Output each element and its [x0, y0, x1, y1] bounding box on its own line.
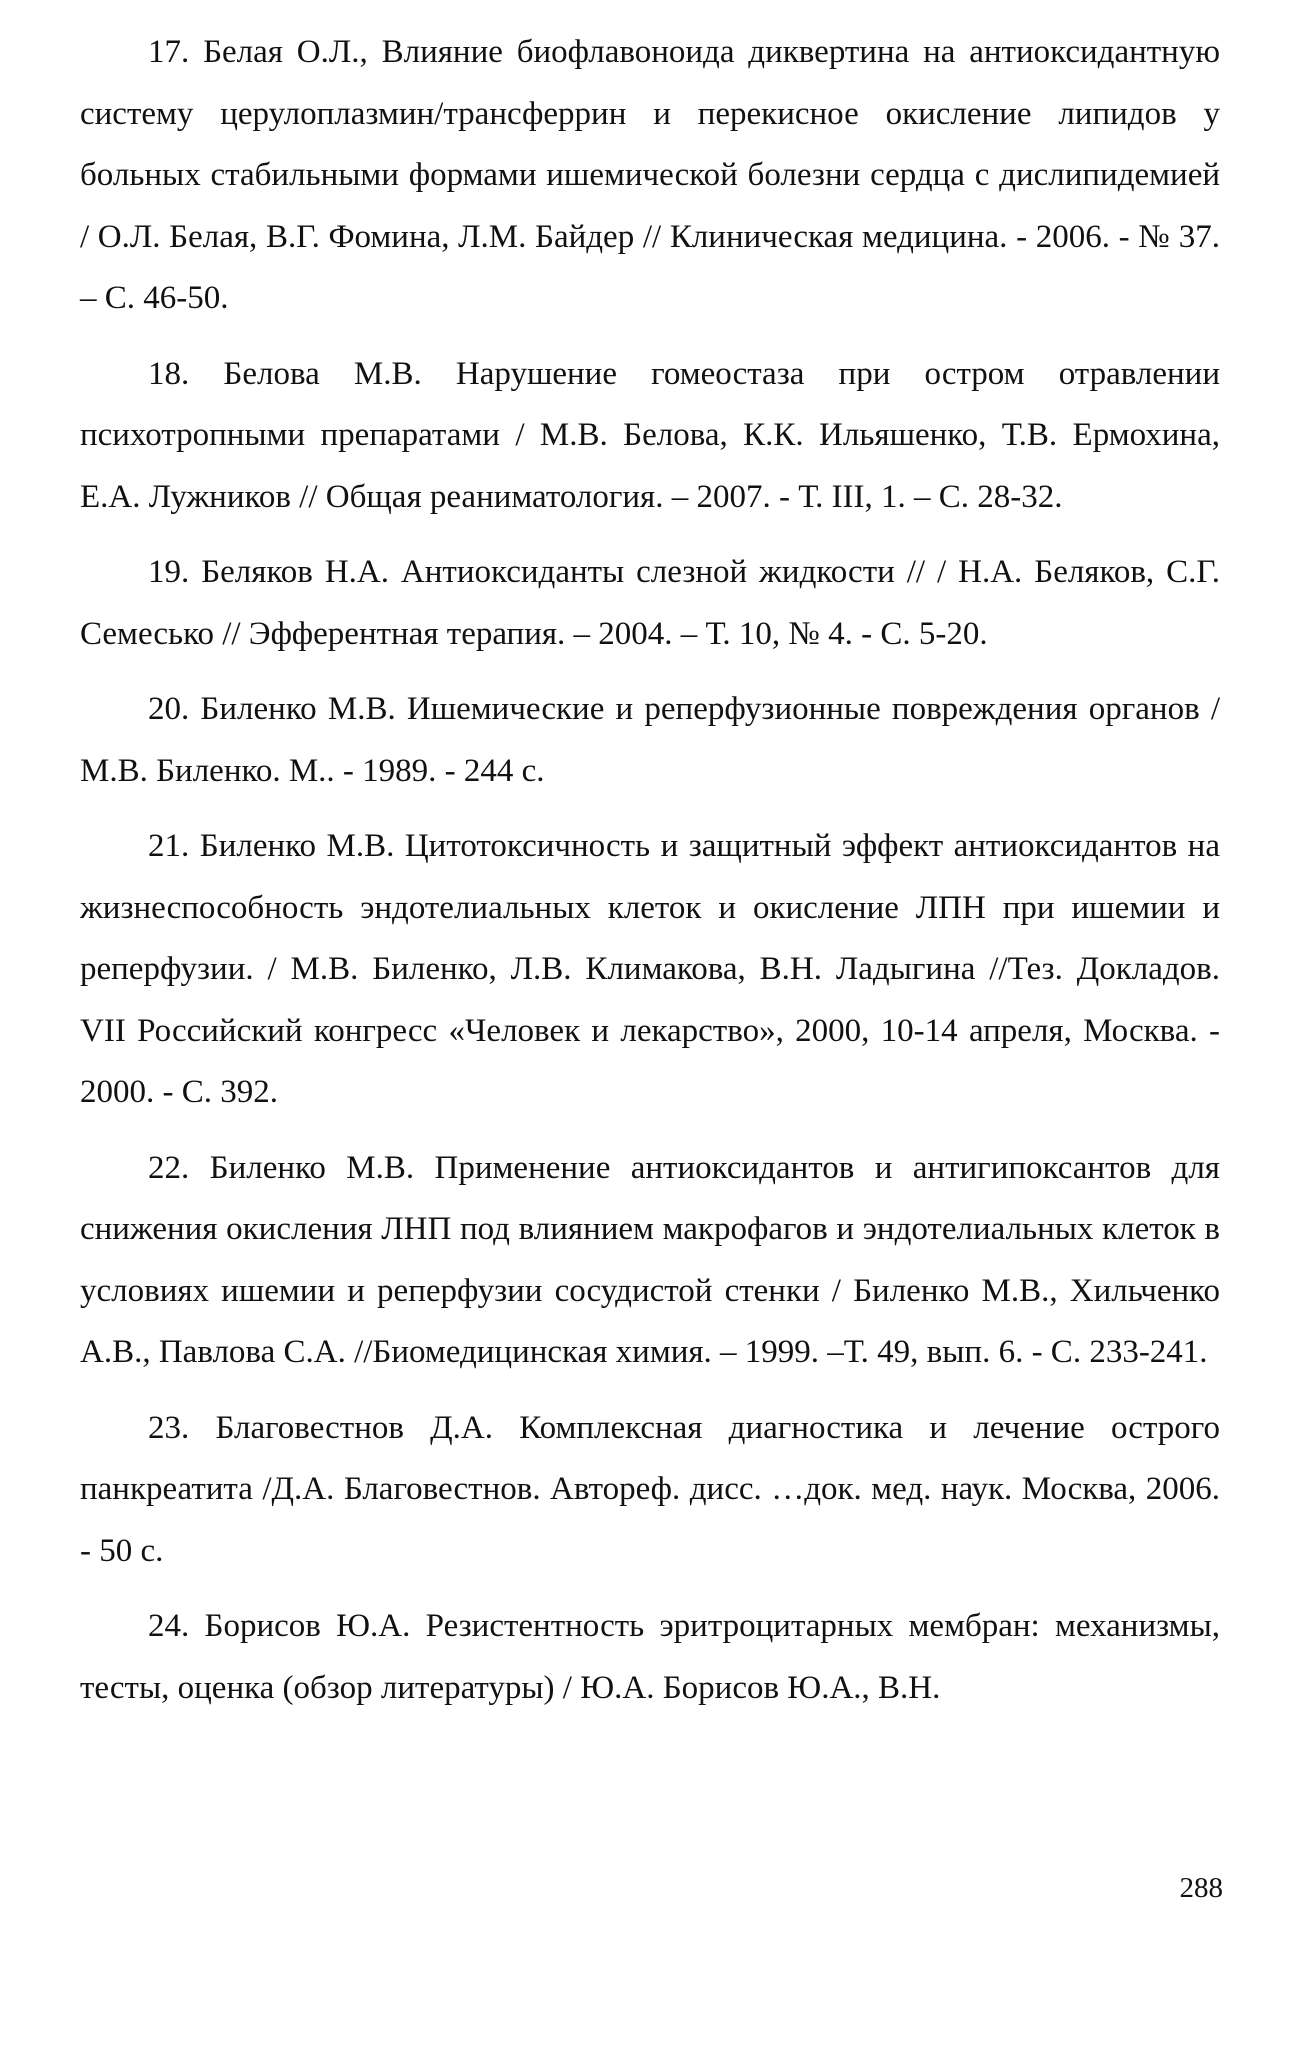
reference-21: 21. Биленко М.В. Цитотоксичность и защитный эффект антиоксидантов на жизнеспособность эндотелиальных клеток и окисление ЛПН при ишемии и реперфузии. / М.В. Биленко, Л.В. Климакова, В.Н. Ладыгина //Тез. Докладов. VII Российский конгресс «Человек и лекарство», 2000, 10-14 апреля, Москва. - 2000. - С. 392.: [80, 828, 1220, 1110]
reference-24: 24. Борисов Ю.А. Резистентность эритроцитарных мембран: механизмы, тесты, оценка (обзор литературы) / Ю.А. Борисов Ю.А., В.Н.: [80, 1608, 1220, 1706]
reference-23: 23. Благовестнов Д.А. Комплексная диагностика и лечение острого панкреатита /Д.А. Благовестнов. Автореф. дисс. …док. мед. наук. Москва, 2006. - 50 с.: [80, 1409, 1220, 1569]
reference-17: 17. Белая О.Л., Влияние биофлавоноида диквертина на антиоксидантную систему церулоплазмин/трансферрин и перекисное окисление липидов у больных стабильными формами ишемической болезни сердца с дислипидемией / О.Л. Белая, В.Г. Фомина, Л.М. Байдер // Клиническая медицина. - 2006. - № 37. – С. 46-50.: [80, 34, 1220, 316]
reference-22: 22. Биленко М.В. Применение антиоксидантов и антигипоксантов для снижения окисления ЛНП под влиянием макрофагов и эндотелиальных клеток в условиях ишемии и реперфузии сосудистой стенки / Биленко М.В., Хильченко А.В., Павлова С.А. //Биомедицинская химия. – 1999. –Т. 49, вып. 6. - С. 233-241.: [80, 1149, 1220, 1370]
reference-19: 19. Беляков Н.А. Антиоксиданты слезной жидкости // / Н.А. Беляков, С.Г. Семесько // Эфферентная терапия. – 2004. – Т. 10, № 4. - С. 5-20.: [80, 554, 1220, 652]
reference-20: 20. Биленко М.В. Ишемические и реперфузионные повреждения органов / М.В. Биленко. М.. - 1989. - 244 с.: [80, 691, 1220, 789]
page-number: 288: [1179, 1872, 1223, 1904]
reference-list: [80, 22, 1220, 1733]
reference-18: 18. Белова М.В. Нарушение гомеостаза при остром отравлении психотропными препаратами / М.В. Белова, К.К. Ильяшенко, Т.В. Ермохина, Е.А. Лужников // Общая реаниматология. – 2007. - Т. III, 1. – С. 28-32.: [80, 355, 1220, 515]
